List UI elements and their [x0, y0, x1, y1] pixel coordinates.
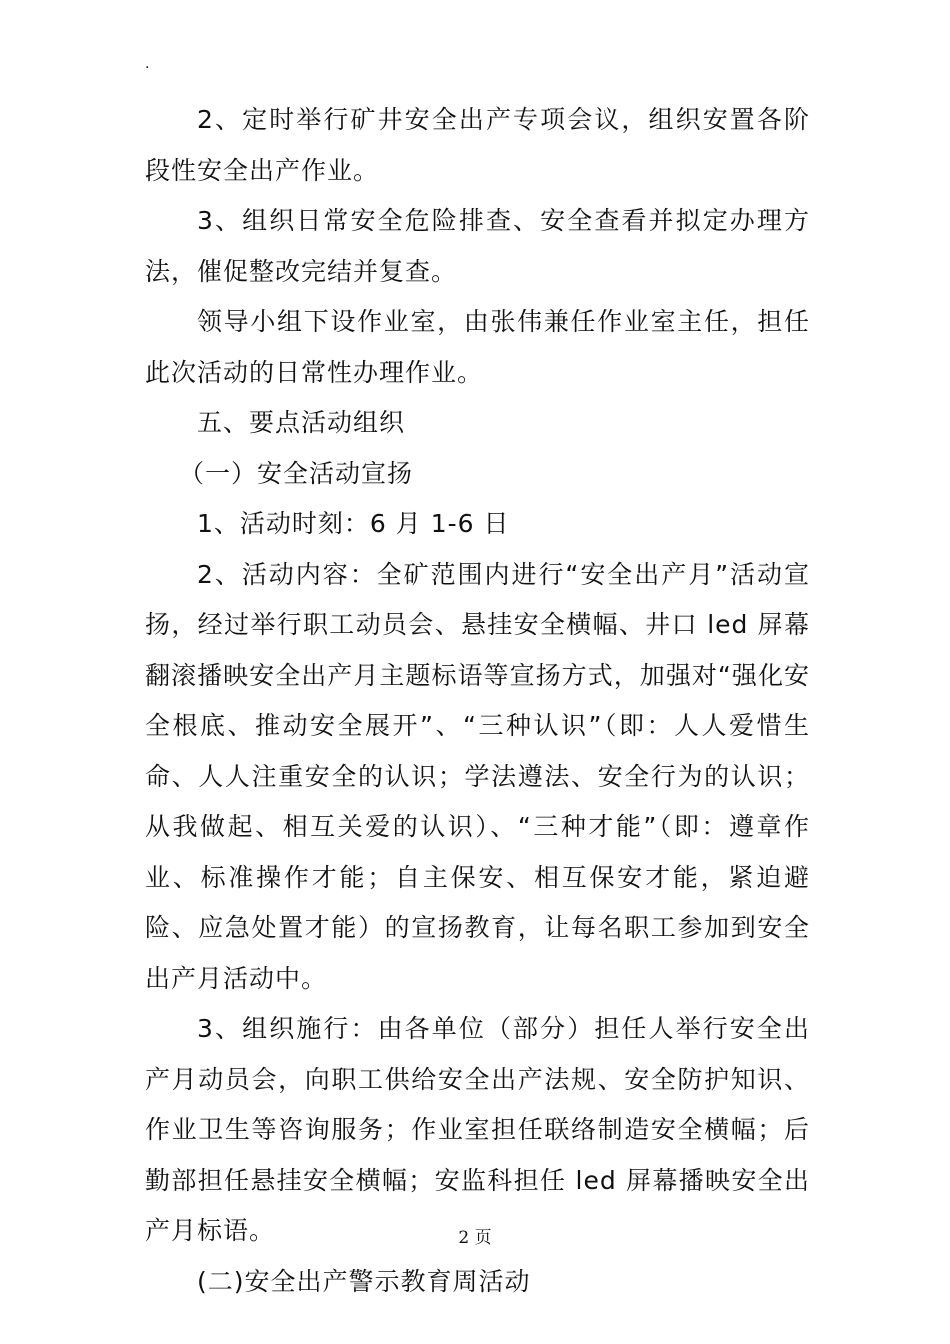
paragraph-office: 领导小组下设作业室，由张伟兼任作业室主任，担任此次活动的日常性办理作业。 [145, 307, 810, 387]
document-body [145, 95, 810, 1307]
subsection-heading-publicity: （一）安全活动宣扬 [179, 458, 414, 488]
paragraph-activity-content: 2、活动内容：全矿范围内进行“安全出产月”活动宣扬，经过举行职工动员会、悬挂安全横幅、井口 led 屏幕翻滚播映安全出产月主题标语等宣扬方式，加强对“强化安全根底、推动安全展开”、“三种认识”（即：人人爱惜生命、人人注重安全的认识；学法遵法、安全行为的认识；从我做起、相互关爱的认识）、“三种才能”（即：遵章作业、标准操作才能；自主保安、相互保安才能，紧迫避险、应急处置才能）的宣扬教育，让每名职工参加到安全出产月活动中。 [145, 559, 810, 993]
page-number: 2 页 [458, 1228, 492, 1248]
paragraph-activity-time: 1、活动时刻：6 月 1-6 日 [197, 509, 510, 538]
header-mark: . [145, 56, 150, 72]
section-heading-activities: 五、要点活动组织 [197, 408, 406, 437]
paragraph-meeting: 2、定时举行矿井安全出产专项会议，组织安置各阶段性安全出产作业。 [145, 105, 810, 185]
paragraph-inspection: 3、组织日常安全危险排查、安全查看并拟定办理方法，催促整改完结并复查。 [145, 206, 810, 286]
paragraph-organization: 3、组织施行：由各单位（部分）担任人举行安全出产月动员会，向职工供给安全出产法规、安全防护知识、作业卫生等咨询服务；作业室担任联络制造安全横幅；后勤部担任悬挂安全横幅；安监科担任 led 屏幕播映安全出产月标语。 [145, 1014, 810, 1245]
subsection-heading-warning-week: (二)安全出产警示教育周活动 [197, 1266, 531, 1296]
